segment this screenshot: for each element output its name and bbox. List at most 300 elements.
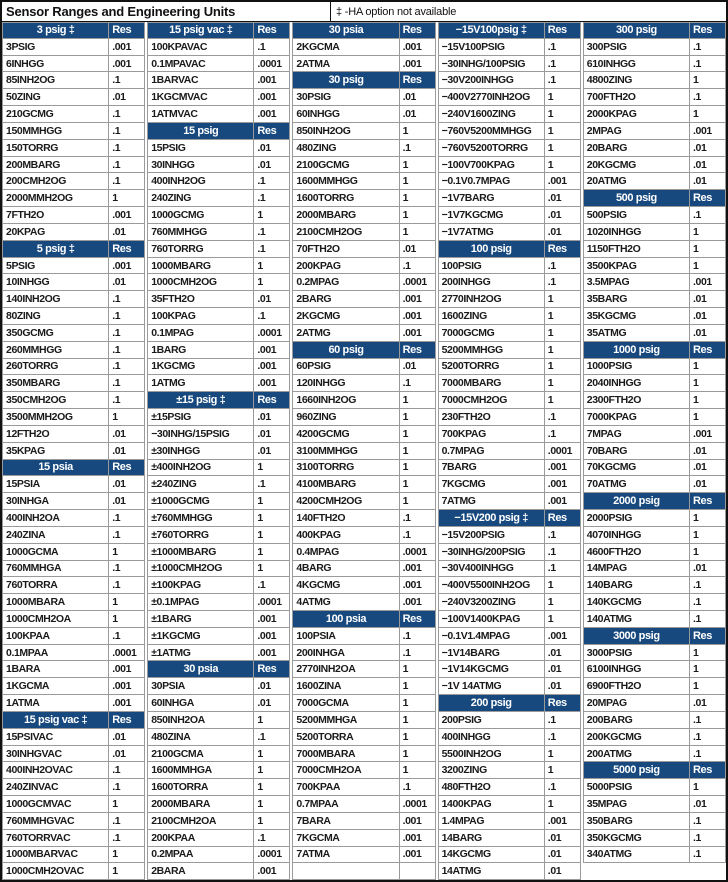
table-row [292,527,435,544]
table-row [438,426,581,443]
res-cell: .0001 [400,544,436,561]
table-row [292,207,435,224]
res-cell: 1 [400,409,436,426]
range-cell: 1000PSIG [583,359,690,376]
table-row [2,779,145,796]
res-header-cell: Res [545,695,581,712]
range-cell: 2BARA [147,863,254,880]
table-row [583,89,726,106]
table-body [2,22,726,880]
table-row [147,409,290,426]
table-row [292,106,435,123]
table-row [2,375,145,392]
res-cell: .1 [109,72,145,89]
table-row [292,645,435,662]
range-column-5 [583,22,726,880]
res-cell: .001 [400,39,436,56]
table-titlebar [2,2,726,22]
table-row [147,762,290,779]
res-cell: .1 [545,729,581,746]
res-cell: .001 [400,813,436,830]
table-row [147,594,290,611]
table-row [2,409,145,426]
table-row [147,342,290,359]
range-cell: 340ATMG [583,847,690,864]
table-row [583,56,726,73]
range-cell: 150MMHGG [2,123,109,140]
table-row [583,207,726,224]
res-cell: .1 [690,746,726,763]
range-cell: 35ATMG [583,325,690,342]
range-column-2 [147,22,290,880]
range-cell: 60INHGA [147,695,254,712]
res-cell: .001 [400,594,436,611]
range-cell: 7000GCMG [438,325,545,342]
range-cell: 1600ZING [438,308,545,325]
table-row [292,190,435,207]
table-row [583,527,726,544]
table-row [438,493,581,510]
range-cell: 0.7MPAA [292,796,399,813]
res-cell: 1 [545,762,581,779]
range-cell: 35FTH2O [147,291,254,308]
res-header-cell: Res [400,72,436,89]
res-cell: .001 [400,325,436,342]
range-cell: 30PSIA [147,678,254,695]
res-cell: .001 [400,56,436,73]
section-header-cell: 30 psia [292,22,399,39]
range-cell: ±30INHGG [147,443,254,460]
range-cell: 3200ZING [438,762,545,779]
range-cell: 760TORRA [2,577,109,594]
table-row [292,258,435,275]
res-cell: .001 [254,645,290,662]
res-cell: .01 [690,796,726,813]
res-cell: .1 [690,56,726,73]
table-row [438,779,581,796]
table-row [438,308,581,325]
res-cell: 1 [400,224,436,241]
blank-cell [583,863,690,880]
res-cell: .0001 [254,594,290,611]
res-cell: .0001 [109,645,145,662]
range-cell: 5200TORRG [438,359,545,376]
table-row [438,729,581,746]
res-cell: .001 [254,72,290,89]
range-cell: 400INHGG [438,729,545,746]
res-cell: .1 [109,157,145,174]
range-cell: 1600TORRA [147,779,254,796]
table-row [583,392,726,409]
table-row [292,493,435,510]
res-header-cell: Res [109,712,145,729]
range-cell: 7KGCMG [438,476,545,493]
table-row [2,661,145,678]
table-row [2,863,145,880]
range-cell: 5200TORRA [292,729,399,746]
table-row [2,173,145,190]
range-cell: 1600MMHGA [147,762,254,779]
range-cell: 85INH2OG [2,72,109,89]
range-cell: 0.2MPAG [292,274,399,291]
table-row [147,746,290,763]
table-row [147,426,290,443]
res-cell: .001 [254,106,290,123]
table-row [2,224,145,241]
range-cell: 7KGCMA [292,830,399,847]
table-row [2,678,145,695]
res-cell: .001 [109,258,145,275]
res-cell: 1 [690,544,726,561]
table-row [583,695,726,712]
range-cell: 1000MBARG [147,258,254,275]
range-cell: 35KPAG [2,443,109,460]
table-row [292,594,435,611]
range-cell: 4200GCMG [292,426,399,443]
res-cell: .001 [545,173,581,190]
table-row [438,207,581,224]
res-cell: .01 [690,173,726,190]
res-cell: 1 [400,190,436,207]
section-header-row [147,661,290,678]
res-cell: .01 [545,678,581,695]
res-cell: .001 [254,89,290,106]
res-cell: 1 [109,611,145,628]
res-cell: 1 [690,224,726,241]
res-cell: .1 [400,628,436,645]
res-cell: .01 [254,291,290,308]
table-row [292,476,435,493]
table-row [292,460,435,477]
table-row [583,123,726,140]
res-cell: .1 [690,39,726,56]
range-cell: 2100CMH2OG [292,224,399,241]
res-cell: .1 [690,611,726,628]
range-cell: 2300FTH2O [583,392,690,409]
table-row [438,89,581,106]
res-cell: .01 [690,325,726,342]
table-row [147,527,290,544]
table-row [292,89,435,106]
section-header-cell: 500 psig [583,190,690,207]
range-cell: 400KPAG [292,527,399,544]
range-cell: 2ATMA [292,56,399,73]
range-cell: 7BARA [292,813,399,830]
range-cell: 140BARG [583,577,690,594]
res-cell: .01 [545,645,581,662]
section-header-cell: 15 psig vac ‡ [2,712,109,729]
range-cell: 15PSIVAC [2,729,109,746]
res-cell: .01 [690,476,726,493]
res-cell: .001 [400,308,436,325]
section-header-cell: 5000 psig [583,762,690,779]
res-header-cell: Res [109,22,145,39]
res-cell: 1 [545,342,581,359]
range-cell: 760MMHGA [2,561,109,578]
table-row [147,325,290,342]
table-row [438,375,581,392]
table-row [583,241,726,258]
res-cell: .1 [545,72,581,89]
res-cell: 1 [254,274,290,291]
table-row [292,746,435,763]
table-row [147,207,290,224]
range-cell: −15V100PSIG [438,39,545,56]
res-cell: .001 [400,830,436,847]
range-cell: 200INHGG [438,274,545,291]
range-cell: 6100INHGG [583,661,690,678]
range-cell: 500PSIG [583,207,690,224]
range-cell: 2ATMG [292,325,399,342]
range-cell: −30V400INHGG [438,561,545,578]
table-row [583,661,726,678]
table-row [583,678,726,695]
table-row [438,123,581,140]
range-cell: 140ATMG [583,611,690,628]
table-row [147,561,290,578]
table-row [438,796,581,813]
res-cell: .1 [254,308,290,325]
table-row [438,561,581,578]
table-row [583,847,726,864]
res-cell: .1 [690,207,726,224]
range-cell: 760MMHGVAC [2,813,109,830]
range-cell: 0.4MPAG [292,544,399,561]
res-cell: .1 [109,779,145,796]
res-cell: .001 [545,813,581,830]
res-cell: .0001 [254,847,290,864]
table-row [2,762,145,779]
range-cell: 300PSIG [583,39,690,56]
range-cell: 200ATMG [583,746,690,763]
range-cell: 70BARG [583,443,690,460]
section-header-cell: 1000 psig [583,342,690,359]
section-header-row [292,611,435,628]
range-cell: 12FTH2O [2,426,109,443]
res-cell: .001 [109,695,145,712]
table-row [147,813,290,830]
res-cell: 1 [254,762,290,779]
table-row [147,628,290,645]
res-cell: 1 [400,729,436,746]
table-row [147,157,290,174]
table-row [2,847,145,864]
table-row [2,426,145,443]
table-row [292,510,435,527]
range-cell: 3100TORRG [292,460,399,477]
range-cell: 5200MMHGA [292,712,399,729]
range-cell: 400INH2OVAC [2,762,109,779]
res-cell: 1 [545,796,581,813]
blank-row [583,863,726,880]
range-cell: 1ATMG [147,375,254,392]
res-cell: .1 [254,224,290,241]
table-row [438,645,581,662]
range-cell: 260MMHGG [2,342,109,359]
table-row [2,527,145,544]
res-cell: .1 [400,779,436,796]
footnote-ha-option: ‡ -HA option not available [330,2,726,21]
res-cell: 1 [109,409,145,426]
section-header-row [2,712,145,729]
res-cell: 1 [400,762,436,779]
res-cell: .01 [254,157,290,174]
range-cell: 2000PSIG [583,510,690,527]
range-cell: 700FTH2O [583,89,690,106]
table-row [292,224,435,241]
range-cell: −240V3200ZING [438,594,545,611]
range-cell: 1020INHGG [583,224,690,241]
res-cell: .0001 [254,56,290,73]
res-cell: 1 [400,460,436,477]
res-cell: 1 [400,746,436,763]
range-cell: 200CMH2OG [2,173,109,190]
range-cell: 2KGCMA [292,39,399,56]
res-cell: .0001 [545,443,581,460]
blank-row [292,863,435,880]
table-row [583,813,726,830]
range-cell: 2770INH2OA [292,661,399,678]
range-cell: ±1000CMH2OG [147,561,254,578]
res-cell: 1 [254,544,290,561]
range-cell: ±15PSIG [147,409,254,426]
range-cell: 7ATMG [438,493,545,510]
table-row [438,72,581,89]
res-cell: .001 [109,56,145,73]
range-cell: 10INHGG [2,274,109,291]
res-cell: .01 [109,426,145,443]
table-row [292,392,435,409]
res-header-cell: Res [254,392,290,409]
res-cell: 1 [545,375,581,392]
res-cell: .1 [690,813,726,830]
range-cell: 1000GCMA [2,544,109,561]
table-row [292,426,435,443]
range-cell: 20BARG [583,140,690,157]
range-cell: 350CMH2OG [2,392,109,409]
res-cell: 1 [545,577,581,594]
range-cell: 760MMHGG [147,224,254,241]
section-header-cell: 15 psia [2,460,109,477]
range-cell: 60INHGG [292,106,399,123]
range-cell: 350GCMG [2,325,109,342]
range-cell: −1V7ATMG [438,224,545,241]
range-cell: −1V14KGCMG [438,661,545,678]
range-cell: 4800ZING [583,72,690,89]
range-cell: 7BARG [438,460,545,477]
table-row [2,342,145,359]
table-row [438,712,581,729]
table-row [147,577,290,594]
res-cell: .01 [109,746,145,763]
res-cell: 1 [109,796,145,813]
res-cell: .001 [545,493,581,510]
res-cell: .01 [400,89,436,106]
range-cell: 5000PSIG [583,779,690,796]
res-cell: 1 [545,157,581,174]
table-row [438,476,581,493]
table-row [147,830,290,847]
table-row [2,325,145,342]
res-cell: 1 [545,746,581,763]
res-cell: .01 [545,224,581,241]
table-row [147,39,290,56]
range-cell: 20ATMG [583,173,690,190]
res-cell: .001 [109,207,145,224]
range-cell: 4100MBARG [292,476,399,493]
blank-cell [690,863,726,880]
range-cell: 200KPAG [292,258,399,275]
res-cell: .1 [545,409,581,426]
table-row [292,325,435,342]
range-cell: 4200CMH2OG [292,493,399,510]
range-cell: 210GCMG [2,106,109,123]
table-row [583,443,726,460]
range-cell: 400INH2OA [2,510,109,527]
range-cell: 1660INH2OG [292,392,399,409]
res-header-cell: Res [545,22,581,39]
section-header-row [583,762,726,779]
res-cell: .001 [254,611,290,628]
table-row [147,224,290,241]
res-cell: .1 [109,291,145,308]
range-cell: 230FTH2O [438,409,545,426]
res-cell: .001 [254,863,290,880]
res-cell: .001 [545,476,581,493]
range-cell: 1600ZINA [292,678,399,695]
table-row [292,779,435,796]
res-header-cell: Res [545,241,581,258]
table-row [438,544,581,561]
section-header-row [583,342,726,359]
range-cell: 3100MMHGG [292,443,399,460]
res-cell: 1 [254,258,290,275]
table-row [438,409,581,426]
range-cell: 14MPAG [583,561,690,578]
range-cell: 7FTH2O [2,207,109,224]
table-row [292,291,435,308]
res-cell: 1 [690,510,726,527]
range-cell: 20MPAG [583,695,690,712]
res-header-cell: Res [254,123,290,140]
range-cell: 2000MMH2OG [2,190,109,207]
range-cell: 480ZING [292,140,399,157]
table-row [2,123,145,140]
table-row [583,325,726,342]
table-row [2,274,145,291]
res-cell: .01 [690,460,726,477]
range-cell: 14BARG [438,830,545,847]
range-cell: 4070INHGG [583,527,690,544]
section-header-row [2,460,145,477]
res-cell: 1 [254,813,290,830]
range-cell: 1600MMHGG [292,173,399,190]
table-row [583,645,726,662]
table-row [583,258,726,275]
range-cell: 610INHGG [583,56,690,73]
res-cell: 1 [400,426,436,443]
table-row [147,291,290,308]
table-row [2,796,145,813]
range-cell: 140FTH2O [292,510,399,527]
res-cell: .1 [254,190,290,207]
res-cell: .1 [545,39,581,56]
range-cell: 35KGCMG [583,308,690,325]
range-cell: 1ATMVAC [147,106,254,123]
table-row [2,89,145,106]
res-header-cell: Res [254,22,290,39]
res-cell: .1 [109,173,145,190]
